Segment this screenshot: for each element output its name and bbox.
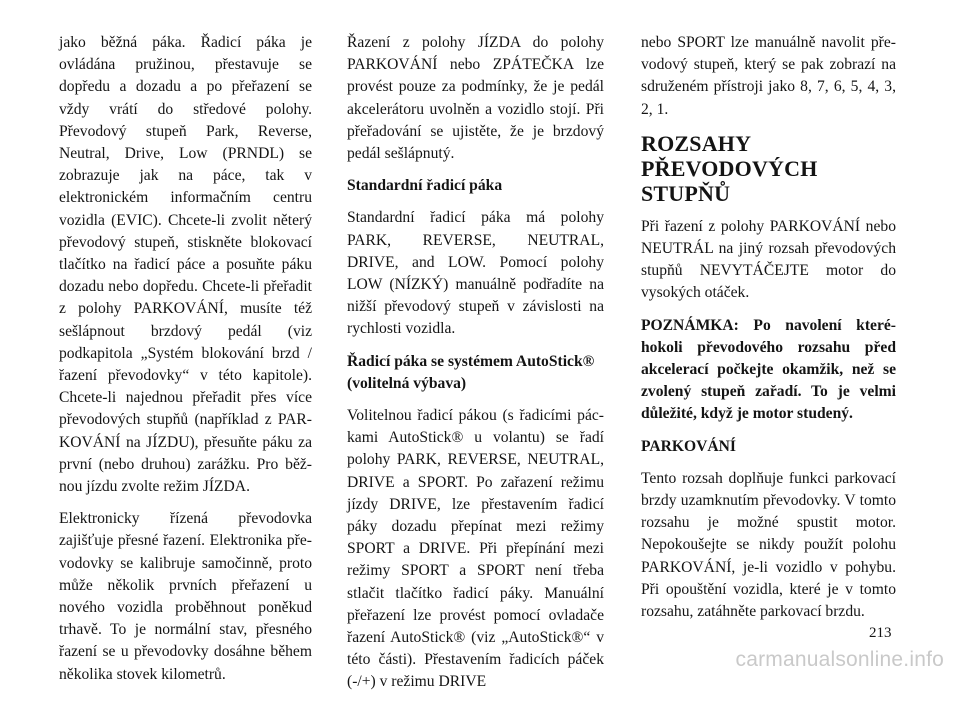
note-paragraph: POZNÁMKA: Po navolení kteréhokoli převodového rozsahu před akcelerací počkejte okamžik, než se zvolený stupeň zařadí. To je velmi důležité, když je motor studený. [641,316,896,423]
watermark: carmanualsonline.info [735,648,944,671]
paragraph-lever-operation: jako běžná páka. Řadicí páka je ovládána pružinou, přestavuje se dopředu a dozadu a po přeřazení se vždy vrátí do středové polohy. Převodový stupeň Park, Reverse, Neutral, Drive, Low (PRNDL) se zobrazuje jak na páce, tak v elektronickém informačním centru vozidla (EVIC). Chcete-li zvolit něterý převodový stupeň, stiskněte blokovací tlačítko na řadicí páce a posuňte páku dozadu nebo dopředu. Chcete-li přeřadit z polohy PARKOVÁNÍ, musíte též sešlápnout brzdový pedál (viz podkapitola „Systém blokování brzd / řazení převodovky“ v této kapitole). Chcete-li najednou přeřadit přes více převodových stupňů (například z PARKOVÁNÍ na JÍZDU), přesuňte páku za první (nebo druhou) zarážku. Pro běžnou jízdu zvolte režim JÍZDA. [59,34,312,496]
paragraph-standard-lever: Standardní řadicí páka má polohy PARK, REVERSE, NEUTRAL, DRIVE, and LOW. Pomocí polohy LOW (NÍZKÝ) manuálně podřadíte na nižší převodový stupeň v závislosti na rychlosti vozidla. [347,209,604,338]
paragraph-autostick-lever: Volitelnou řadicí pákou (s řadicími páckami AutoStick® u volantu) se řadí polohy PARK, REVERSE, NEUTRAL, DRIVE a SPORT. Po zařazení režimu jízdy DRIVE, lze přestavením řadicí páky dozadu přepínat mezi režimy SPORT a DRIVE. Při přepínání mezi režimy SPORT a SPORT není třeba stlačit tlačítko řadicí páky. Manuální přeřazení lze provést pomocí ovladače řazení AutoStick® (viz „AutoStick®“ v této části). Přestavením řadicích páček (-/+) v režimu DRIVE [347,407,604,691]
subheading-standard-lever: Standardní řadicí páka [347,177,503,195]
paragraph-electronic-transmission: Elektronicky řízená převodovka zajišťuje přesné řazení. Elektronika převodovky se kalibruje samočinně, proto může několik prvních přeřazení u nového vozidla proběhnout poněkud trhavě. To je normální stav, přesného řazení se u převodovky dosáhne během několika stovek kilometrů. [59,510,312,683]
subheading-park: PARKOVÁNÍ [641,437,737,455]
paragraph-manual-gear-selection: nebo SPORT lze manuálně navolit převodový stupeň, který se pak zobrazí na sdruženém přístroji jako 8, 7, 6, 5, 4, 3, 2, 1. [641,34,896,118]
paragraph-gear-ranges: Při řazení z polohy PARKOVÁNÍ nebo NEUTRÁL na jiný rozsah převodových stupňů NEVYTÁČEJTE motor do vysokých otáček. [641,217,896,302]
section-heading-gear-ranges: ROZSAHY PŘEVODOVÝCH STUPŇŮ [641,130,818,206]
paragraph-park: Tento rozsah doplňuje funkci parkovací brzdy uzamknutím převodovky. V tomto rozsahu je možné spustit motor. Nepokoušejte se nikdy použít polohu PARKOVÁNÍ, je-li vozidlo v pohybu. Při opouštění vozidla, které je v tomto rozsahu, zatáhněte parkovací brzdu. [641,469,896,621]
subheading-autostick-lever: Řadicí páka se systémem AutoStick® (volitelná výbava) [347,352,595,392]
text-column-1 [59,32,312,696]
page-number: 213 [869,625,892,641]
paragraph-shift-to-park: Řazení z polohy JÍZDA do polohy PARKOVÁNÍ nebo ZPÁTEČKA lze provést pouze za podmínky, že je pedál akcelerátoru uvolněn a vozidlo stojí. Při přeřadování se ujistěte, že je brzdový pedál sešlápnutý. [347,34,604,163]
text-column-3 [641,32,896,633]
text-column-2 [347,32,604,704]
